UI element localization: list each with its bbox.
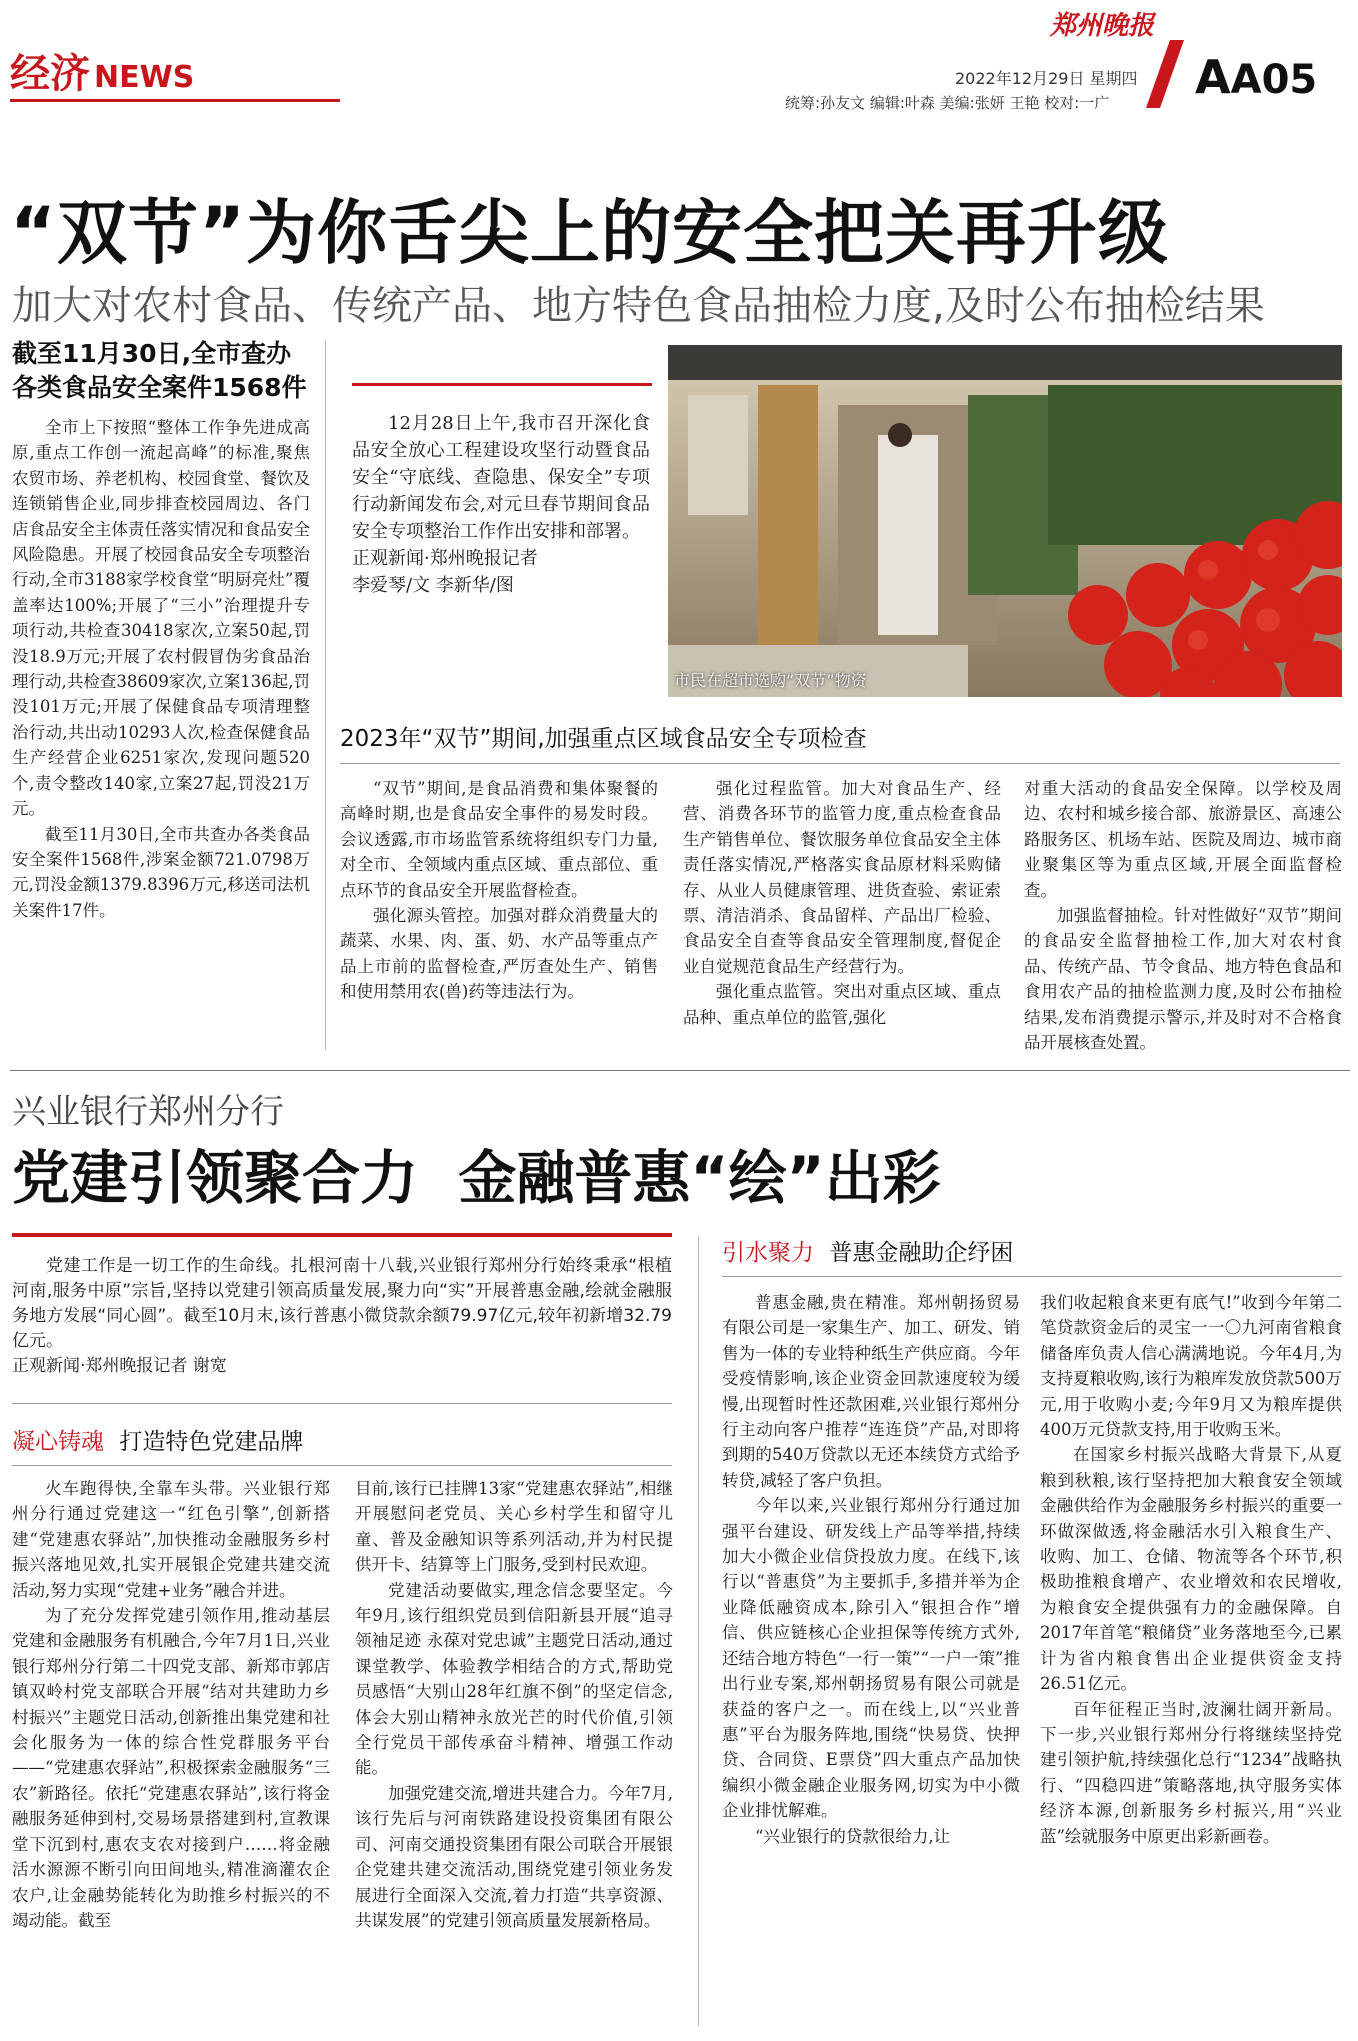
section-title: 经济 <box>10 51 90 97</box>
staff-credits: 统筹:孙友文 编辑:叶森 美编:张妍 王艳 校对:一广 <box>785 94 1110 112</box>
page-prefix: A <box>1195 50 1231 104</box>
subsection-1 <box>12 1425 303 1459</box>
page-number <box>1195 50 1317 107</box>
section-label <box>10 50 194 102</box>
paragraph: 加强党建交流,增进共建合力。今年7月,该行先后与河南铁路建设投资集团有限公司、河南交通投资集团有限公司联合开展银企党建共建交流活动,围绕党建引领业务发展进行全面深入交流,着力打造“共享资源、共谋发展”的党建引领高质量发展新格局。 <box>355 1783 673 1930</box>
subheadline: 加大对农村食品、传统产品、地方特色食品抽检力度,及时公布抽检结果 <box>12 283 1265 329</box>
side-title-line: 各类食品安全案件1568件 <box>12 373 307 402</box>
paragraph: 今年以来,兴业银行郑州分行通过加强平台建设、研发线上产品等举措,持续加大小微企业信贷投放力度。在线下,该行以“普惠贷”为主要抓手,多措并举为企业降低融资成本,除引入“银担合作”增信、供应链核心企业担保等传统方式外,还结合地方特色“一行一策”“一户一策”推出行业专案,郑州朝扬贸易有限公司就是获益的客户之一。而在线上,以“兴业普惠”平台为服务阵地,围绕“快易贷、快押贷、合同贷、E票贷”四大重点产品加快编织小微金融企业服务网,切实为中小微企业排忧解难。 <box>722 1496 1020 1821</box>
subsection-2-rule <box>722 1276 1342 1277</box>
supermarket-photo <box>668 345 1342 697</box>
paragraph: 目前,该行已挂牌13家“党建惠农驿站”,相继开展慰问老党员、关心乡村学生和留守儿童、普及金融知识等系列活动,并为村民提供开卡、结算等上门服务,受到村民欢迎。 <box>355 1479 673 1575</box>
lead-text: 党建工作是一切工作的生命线。扎根河南十八载,兴业银行郑州分行始终秉承“根植河南,服务中原”宗旨,坚持以党建引领高质量发展,聚力向“实”开展普惠金融,绘就金融服务地方发展“同心圆”。截至10月末,该行普惠小微贷款余额79.97亿元,较年初新增32.79亿元。 <box>12 1256 672 1351</box>
paragraph: 在国家乡村振兴战略大背景下,从夏粮到秋粮,该行坚持把加大粮食安全领域金融供给作为金融服务乡村振兴的重要一环做深做透,将金融活水引入粮食生产、收购、加工、仓储、物流等各个环节,积极助推粮食增产、农业增效和农民增收,为粮食安全提供强有力的金融保障。自2017年首笔“粮储贷”业务落地至今,已累计为省内粮食售出企业提供资金支持26.51亿元。 <box>1040 1445 1342 1694</box>
article1-col2 <box>683 776 1001 1030</box>
section-title-en: NEWS <box>94 60 195 95</box>
headline: “双节”为你舌尖上的安全把关再升级 <box>10 192 1170 274</box>
article1-col1 <box>340 776 658 1005</box>
paragraph: 普惠金融,贵在精准。郑州朝扬贸易有限公司是一家集生产、加工、研发、销售为一体的专业特种纸生产供应商。今年受疫情影响,该企业资金回款速度较为缓慢,出现暂时性还款困难,兴业银行郑州分行主动向客户推荐“连连贷”产品,对即将到期的540万贷款以无还本续贷方式给予转贷,减轻了客户负担。 <box>722 1293 1020 1490</box>
subsection-1-title: 打造特色党建品牌 <box>119 1429 304 1455</box>
headline-2: 党建引领聚合力 金融普惠“绘”出彩 <box>12 1144 941 1212</box>
paragraph: 百年征程正当时,波澜壮阔开新局。下一步,兴业银行郑州分行将继续坚持党建引领护航,持续强化总行“1234”战略执行、“四稳四进”策略落地,执守服务实体经济本源,创新服务乡村振兴,用“兴业蓝”绘就服务中原更出彩新画卷。 <box>1040 1699 1342 1846</box>
paragraph: 强化源头管控。加强对群众消费量大的蔬菜、水果、肉、蛋、奶、水产品等重点产品上市前的监督检查,严厉查处生产、销售和使用禁用农(兽)药等违法行为。 <box>340 906 658 1002</box>
byline: 正观新闻·郑州晚报记者 谢宽 <box>12 1356 227 1376</box>
kicker: 兴业银行郑州分行 <box>12 1092 284 1132</box>
byline: 正观新闻·郑州晚报记者 <box>352 548 538 569</box>
article1-col3 <box>1024 776 1342 1055</box>
lead-paragraph-2 <box>12 1254 672 1379</box>
slash-mark <box>1146 40 1186 108</box>
lead-rule <box>352 383 652 386</box>
lead-paragraph <box>352 410 650 599</box>
paragraph: “双节”期间,是食品消费和集体聚餐的高峰时期,也是食品安全事件的易发时段。会议透露,市市场监管系统将组织专门力量,对全市、全领域内重点区域、重点部位、重点环节的食品安全开展监督检查。 <box>340 779 658 900</box>
side-title-line: 截至11月30日,全市查办 <box>12 339 292 368</box>
issue-date: 2022年12月29日 星期四 <box>955 69 1138 88</box>
news-photo <box>668 345 1342 697</box>
header-rule <box>10 99 340 102</box>
subsection-1-rule <box>12 1465 672 1466</box>
article2-col3 <box>722 1290 1020 1849</box>
paragraph: 加强监督抽检。针对性做好“双节”期间的食品安全监督抽检工作,加大对农村食品、传统产品、节令食品、地方特色食品和食用农产品的抽检监测力度,及时公布抽检结果,发布消费提示警示,并及时对不合格食品开展核查处置。 <box>1024 906 1342 1053</box>
paragraph: 对重大活动的食品安全保障。以学校及周边、农村和城乡接合部、旅游景区、高速公路服务区、机场车站、医院及周边、城市商业聚集区等为重点区域,开展全面监督检查。 <box>1024 779 1342 900</box>
lead-divider <box>12 1403 672 1404</box>
section-subhead: 2023年“双节”期间,加强重点区域食品安全专项检查 <box>340 726 867 752</box>
paragraph: 全市上下按照“整体工作争先进成高原,重点工作创一流起高峰”的标准,聚焦农贸市场、养老机构、校园食堂、餐饮及连锁销售企业,同步排查校园周边、各门店食品安全主体责任落实情况和食品安全风险隐患。开展了校园食品安全专项整治行动,全市3188家学校食堂“明厨亮灶”覆盖率达100%;开展了“三小”治理提升专项行动,共检查30418家次,立案50起,罚没18.9万元;开展了农村假冒伪劣食品治理行动,共检查38609家次,立案136起,罚没101万元;开展了保健食品专项清理整治行动,共出动10293人次,检查保健食品生产经营企业6251家次,发现问题520个,责令整改140家,立案27起,罚没21万元。 <box>12 418 310 819</box>
paragraph: 为了充分发挥党建引领作用,推动基层党建和金融服务有机融合,今年7月1日,兴业银行郑州分行第二十四党支部、新郑市郭店镇双岭村党支部联合开展“结对共建助力乡村振兴”主题党日活动,创新推出集党建和社会化服务为一体的综合性党群服务平台——“党建惠农驿站”,积极探索金融服务“三农”新路径。依托“党建惠农驿站”,该行将金融服务延伸到村,交易场景搭建到村,宣教课堂下沉到村,惠农支农对接到户……将金融活水源源不断引向田间地头,精准滴灌农企农户,让金融势能转化为助推乡村振兴的不竭动能。截至 <box>12 1606 330 1930</box>
article2-col4 <box>1040 1290 1342 1849</box>
article2-col2 <box>355 1476 673 1933</box>
lead-rule-2 <box>12 1233 672 1237</box>
paragraph: 强化过程监管。加大对食品生产、经营、消费各环节的监管力度,重点检查食品生产销售单位、餐饮服务单位食品安全主体责任落实情况,严格落实食品原材料采购储存、从业人员健康管理、进货查验、索证索票、清洁消杀、食品留样、产品出厂检验、食品安全自查等食品安全管理制度,督促企业自觉规范食品生产经营行为。 <box>683 779 1001 976</box>
section-rule <box>340 763 1340 764</box>
paragraph: “兴业银行的贷款很给力,让 <box>755 1826 951 1846</box>
paragraph: 强化重点监管。突出对重点区域、重点品种、重点单位的监管,强化 <box>683 982 1001 1027</box>
subsection-2 <box>722 1236 1013 1270</box>
article2-col1 <box>12 1476 330 1933</box>
page-no: A05 <box>1230 57 1318 103</box>
subsection-2-tag: 引水聚力 <box>722 1240 814 1266</box>
lead-text: 12月28日上午,我市召开深化食品安全放心工程建设攻坚行动暨食品安全“守底线、查隐患、保安全”专项行动新闻发布会,对元旦春节期间食品安全专项整治工作作出安排和部署。 <box>352 413 650 542</box>
side-body <box>12 415 310 923</box>
photo-caption: 市民在超市选购“双节”物资 <box>674 671 867 690</box>
paragraph: 我们收起粮食来更有底气!”收到今年第二笔贷款资金后的灵宝一一〇九河南省粮食储备库负责人信心满满地说。今年4月,为支持夏粮收购,该行为粮库发放贷款500万元,用于收购小麦;今年9月又为粮库提供400万元贷款支持,用于收购玉米。 <box>1040 1293 1342 1440</box>
masthead: 郑州晚报 <box>1050 11 1155 41</box>
subsection-2-title: 普惠金融助企纾困 <box>829 1240 1014 1266</box>
column-divider <box>325 340 326 1050</box>
paragraph: 党建活动要做实,理念信念要坚定。今年9月,该行组织党员到信阳新县开展“追寻领袖足迹 永葆对党忠诚”主题党日活动,通过课堂教学、体验教学相结合的方式,帮助党员感悟“大别山28年红旗不倒”的坚定信念,体会大别山精神永放光芒的时代价值,引领全行党员干部传承奋斗精神、增强工作动能。 <box>355 1580 673 1778</box>
article-separator <box>10 1070 1350 1071</box>
column-divider <box>698 1236 699 2026</box>
paragraph: 火车跑得快,全靠车头带。兴业银行郑州分行通过党建这一“红色引擎”,创新搭建“党建惠农驿站”,加快推动金融服务乡村振兴落地见效,扎实开展银企党建共建交流活动,努力实现“党建+业务”融合并进。 <box>12 1479 330 1600</box>
byline: 李爱琴/文 李新华/图 <box>352 575 514 596</box>
subsection-1-tag: 凝心铸魂 <box>12 1429 104 1455</box>
paragraph: 截至11月30日,全市共查办各类食品安全案件1568件,涉案金额721.0798万元,罚没金额1379.8396万元,移送司法机关案件17件。 <box>12 824 310 920</box>
side-title <box>12 337 312 405</box>
